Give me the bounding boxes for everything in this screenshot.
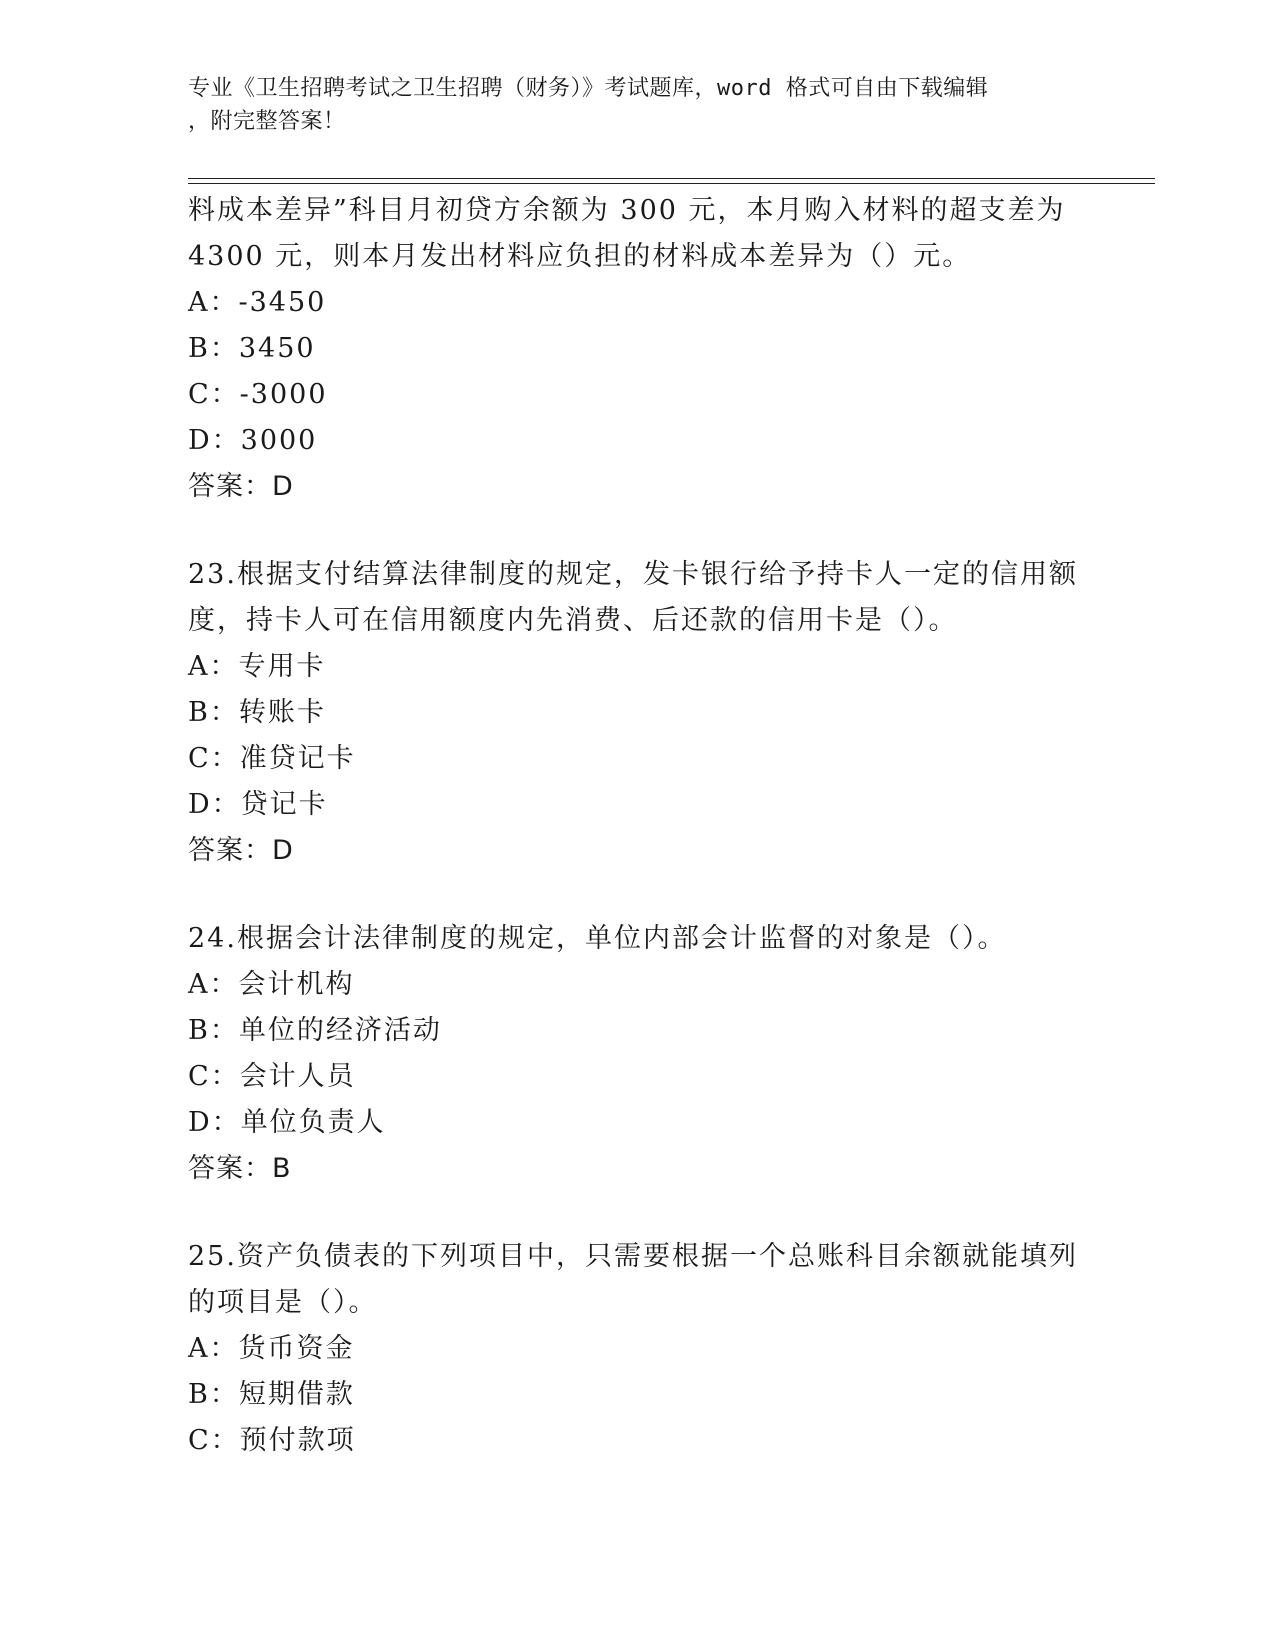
- header-rule-bottom: [188, 183, 1155, 184]
- spacer: [188, 510, 1088, 552]
- spacer: [188, 1192, 1088, 1234]
- option-a: A：货币资金: [188, 1333, 355, 1364]
- option-b: B：3450: [188, 333, 316, 364]
- option-b: B：单位的经济活动: [188, 1015, 442, 1046]
- question-text-line: 料成本差异”科目月初贷方余额为 300 元，本月购入材料的超支差为: [188, 195, 1066, 226]
- option-b: B：转账卡: [188, 697, 326, 728]
- question-text-line: 25.资产负债表的下列项目中，只需要根据一个总账科目余额就能填列: [188, 1241, 1078, 1272]
- option-a: A：专用卡: [188, 651, 326, 682]
- option-c: C：-3000: [188, 379, 328, 410]
- document-header: [188, 72, 1068, 138]
- answer-line: 答案：D: [188, 835, 294, 866]
- option-d: D：3000: [188, 425, 318, 456]
- question-22: [188, 188, 1088, 510]
- question-24: [188, 916, 1088, 1192]
- answer-line: 答案：B: [188, 1153, 292, 1184]
- question-text-line: 24.根据会计法律制度的规定，单位内部会计监督的对象是（）。: [188, 923, 1007, 954]
- option-d: D：贷记卡: [188, 789, 328, 820]
- option-d: D：单位负责人: [188, 1107, 386, 1138]
- spacer: [188, 874, 1088, 916]
- question-text-line: 度，持卡人可在信用额度内先消费、后还款的信用卡是（）。: [188, 605, 958, 636]
- question-text-line: 4300 元，则本月发出材料应负担的材料成本差异为（）元。: [188, 241, 972, 272]
- option-b: B：短期借款: [188, 1379, 355, 1410]
- question-25: [188, 1234, 1088, 1464]
- header-rule-top: [188, 178, 1155, 179]
- header-line-1: 专业《卫生招聘考试之卫生招聘（财务）》考试题库，word 格式可自由下载编辑: [188, 76, 989, 101]
- option-c: C：会计人员: [188, 1061, 356, 1092]
- answer-line: 答案：D: [188, 471, 294, 502]
- option-c: C：准贷记卡: [188, 743, 356, 774]
- option-a: A：会计机构: [188, 969, 355, 1000]
- question-text-line: 23.根据支付结算法律制度的规定，发卡银行给予持卡人一定的信用额: [188, 559, 1078, 590]
- option-c: C：预付款项: [188, 1425, 356, 1456]
- option-a: A：-3450: [188, 287, 327, 318]
- question-23: [188, 552, 1088, 874]
- question-list: [188, 188, 1088, 1464]
- question-text-line: 的项目是（）。: [188, 1287, 378, 1318]
- header-line-2: ，附完整答案！: [188, 109, 346, 134]
